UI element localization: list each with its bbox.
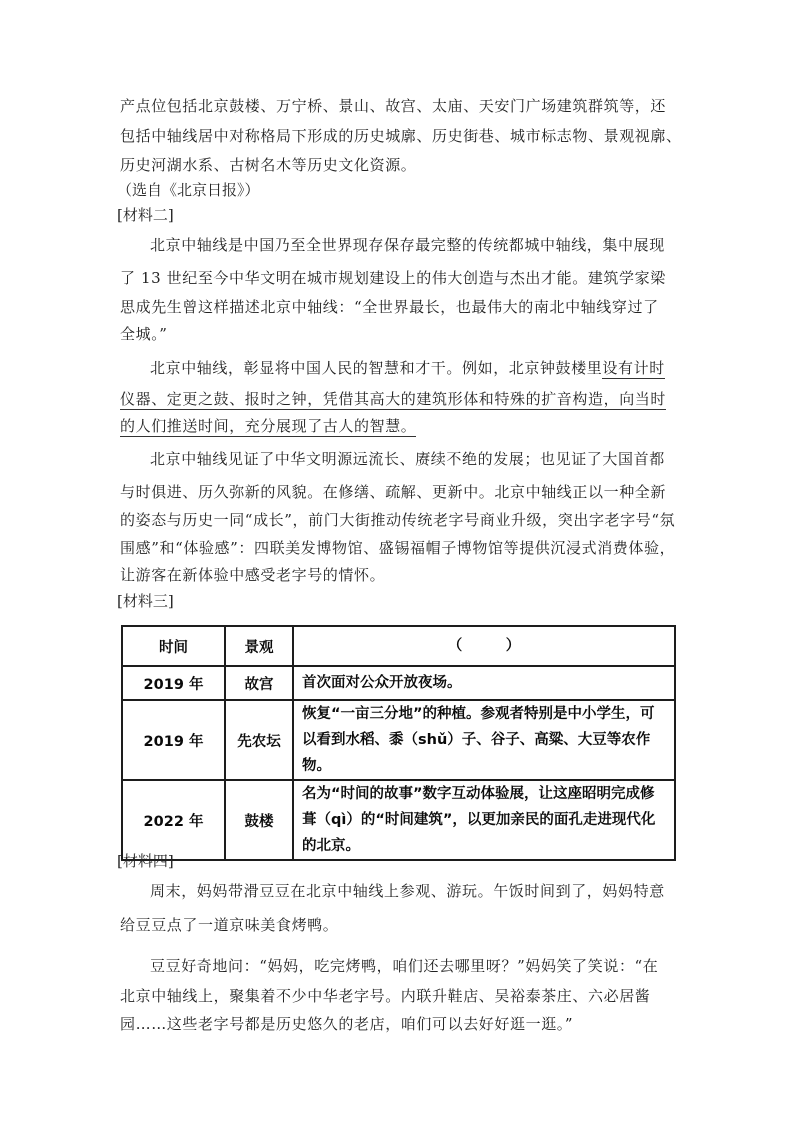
section-label-material3: [材料三] [117, 592, 174, 610]
cell-time: 2019 年 [122, 666, 225, 700]
text-line: 产点位包括北京鼓楼、万宁桥、景山、故宫、太庙、天安门广场建筑群筑等，还 [120, 97, 667, 115]
text-line: 北京中轴线见证了中华文明源远流长、赓续不绝的发展；也见证了大国首都 [150, 450, 665, 468]
text-line: 围感”和“体验感”：四联美发博物馆、盛锡福帽子博物馆等提供沉浸式消费体验， [120, 539, 676, 557]
text-line: 全城。” [120, 325, 168, 343]
text-plain: 北京中轴线，彰显将中国人民的智慧和才干。例如，北京钟鼓楼里 [150, 359, 603, 377]
section-label-material4: [材料四] [117, 852, 174, 870]
cell-scene: 先农坛 [225, 700, 293, 780]
header-blank: （ ） [293, 626, 675, 666]
text-line: 思成先生曾这样描述北京中轴线：“全世界最长，也最伟大的南北中轴线穿过了 [120, 298, 659, 316]
cell-time: 2019 年 [122, 700, 225, 780]
cell-desc: 名为“时间的故事”数字互动体验展，让这座昭明完成修葺（qì）的“时间建筑”，以更加亲民的面孔走进现代化的北京。 [293, 780, 675, 860]
text-line: 北京中轴线是中国乃至全世界现存保存最完整的传统都城中轴线，集中展现 [150, 236, 665, 254]
text-line: 与时俱进、历久弥新的风貌。在修缮、疏解、更新中。北京中轴线正以一种全新 [120, 483, 667, 501]
text-line: 历史河湖水系、古树名木等历史文化资源。 [120, 156, 417, 174]
text-line: 让游客在新体验中感受老字号的情怀。 [120, 566, 386, 584]
landscape-table [121, 625, 676, 861]
text-line: 给豆豆点了一道京味美食烤鸭。 [120, 916, 339, 934]
table-header-row [122, 626, 675, 666]
text-line [150, 358, 680, 378]
text-line: 周末，妈妈带滑豆豆在北京中轴线上参观、游玩。午饭时间到了，妈妈特意 [150, 882, 665, 900]
underlined-text: 设有计时 [602, 359, 665, 377]
cell-desc: 恢复“一亩三分地”的种植。参观者特别是中小学生，可以看到水稻、黍（shǔ）子、谷子、高粱、大豆等农作物。 [293, 700, 675, 780]
cell-desc: 首次面对公众开放夜场。 [293, 666, 675, 700]
source-citation: （选自《北京日报》） [117, 181, 260, 199]
text-line: 了 13 世纪至今中华文明在城市规划建设上的伟大创造与杰出才能。建筑学家梁 [120, 269, 666, 287]
cell-scene: 鼓楼 [225, 780, 293, 860]
table-row [122, 780, 675, 860]
text-line: 北京中轴线上，聚集着不少中华老字号。内联升鞋店、吴裕泰茶庄、六必居酱 [120, 987, 651, 1005]
header-time: 时间 [122, 626, 225, 666]
header-scene: 景观 [225, 626, 293, 666]
text-line: 园……这些老字号都是历史悠久的老店，咱们可以去好好逛一逛。” [120, 1015, 574, 1033]
section-label-material2: [材料二] [117, 206, 174, 224]
underlined-text: 仪器、定更之鼓、报时之钟，凭借其高大的建筑形体和特殊的扩音构造，向当时 [120, 390, 667, 408]
table-row [122, 700, 675, 780]
scanned-table [117, 619, 682, 854]
text-line: 包括中轴线居中对称格局下形成的历史城廓、历史街巷、城市标志物、景观视廓、 [120, 127, 682, 145]
table-row [122, 666, 675, 700]
underlined-text: 的人们推送时间，充分展现了古人的智慧。 [120, 417, 417, 435]
cell-time: 2022 年 [122, 780, 225, 860]
text-line: 的姿态与历史一同“成长”，前门大街推动传统老字号商业升级，突出字老字号“氛 [120, 511, 676, 529]
text-line: 豆豆好奇地问：“妈妈，吃完烤鸭，咱们还去哪里呀？”妈妈笑了笑说：“在 [150, 957, 659, 975]
text-line [120, 389, 680, 409]
cell-scene: 故宫 [225, 666, 293, 700]
text-line [120, 416, 680, 436]
